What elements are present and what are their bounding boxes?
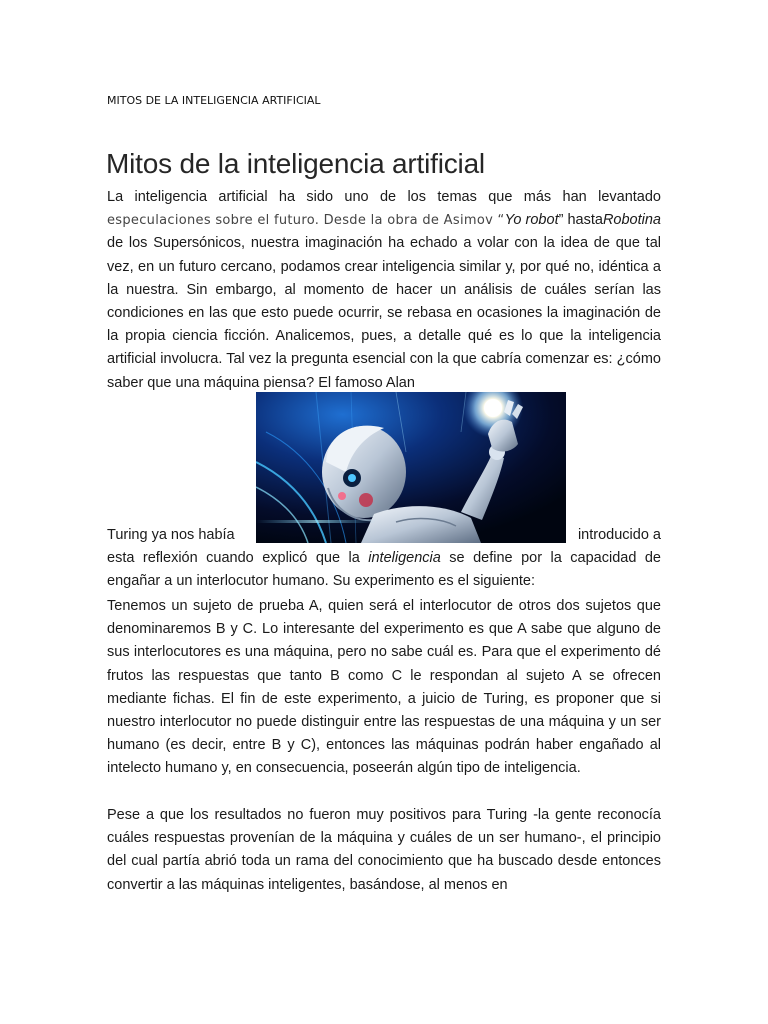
intro-text-4: de los Supersónicos, nuestra imaginación ha echado a volar con la idea de que tal vez, en un futuro cercano, podamos crear inteligencia similar y, por qué no, idéntica a la nuestra. Sin embargo, al momento de hacer un análisis de cuáles serían las condiciones en las que esto puede ocurrir, se rebasa en ocasiones la imaginación de la propia ciencia ficción. Analicemos, pues, a detalle qué es lo que la inteligencia artificial involucra. Tal vez la pregunta esencial con la que cabría comenzar es: ¿cómo saber que una máquina piensa? El famoso Alan xyxy=(107,235,661,391)
turing-text-left: Turing ya nos había xyxy=(107,527,235,543)
paragraph-results: Pese a que los resultados no fueron muy positivos para Turing -la gente reconocía cuáles respuestas provenían de la máquina y cuáles de un ser humano-, el principio del cual partía abrió toda un rama del conocimiento que ha buscado desde entonces convertir a las máquinas inteligentes, basándose, al menos en xyxy=(107,807,661,893)
paragraph-intro xyxy=(107,186,661,395)
robot-illustration-icon xyxy=(256,392,566,543)
intro-text-1: La inteligencia artificial ha sido uno de los temas que más han levantado xyxy=(107,189,661,205)
character-name-robotina: Robotina xyxy=(602,212,661,229)
paragraph-experiment: Tenemos un sujeto de prueba A, quien será el interlocutor de otros dos sujetos que denominaremos B y C. Lo interesante del experimento es que A sabe que alguno de sus interlocutores es una máquina, pero no sabe cuál es. Para que el experimento dé frutos las respuestas que tanto B como C le respondan al sujeto A se ofrecen mediante fichas. El fin de este experimento, a juicio de Turing, es proponer que si nuestro interlocutor no puede distinguir entre las respuestas de una máquina y un ser humano (es decir, entre B y C), entonces las máquinas podrán haber engañado al intelecto humano y, en consecuencia, poseerán algún tipo de inteligencia. xyxy=(107,598,661,777)
turing-text-right: introducido a xyxy=(577,527,661,543)
keyword-inteligencia: inteligencia xyxy=(368,550,441,567)
book-title-yo-robot: Yo robot xyxy=(504,212,559,229)
article-title: Mitos de la inteligencia artificial xyxy=(106,148,485,179)
paragraph-turing xyxy=(107,524,661,594)
intro-text-3: ” hasta xyxy=(558,212,603,229)
text-line-around-image xyxy=(107,524,661,547)
turing-text-body: esta reflexión cuando explicó que la inteligencia se define por la capacidad de engañar a un interlocutor humano. Su experimento es el siguiente: xyxy=(107,550,661,590)
robot-image xyxy=(256,392,566,543)
intro-text-2: especulaciones sobre el futuro. Desde la obra de Asimov “ xyxy=(107,213,505,229)
header-title: MITOS DE LA INTELIGENCIA ARTIFICIAL xyxy=(107,94,321,107)
